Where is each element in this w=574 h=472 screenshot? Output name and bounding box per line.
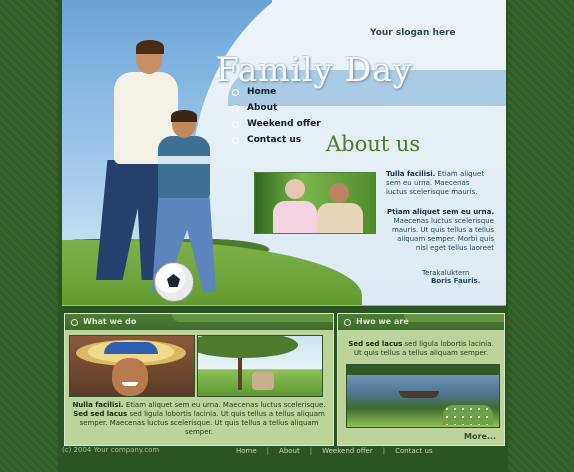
bullet-icon xyxy=(232,105,239,112)
bullet-icon xyxy=(232,137,239,144)
nav-item-contact[interactable] xyxy=(232,132,321,148)
hero-banner xyxy=(62,0,506,306)
footer-separator: | xyxy=(309,447,313,455)
text-bold: Sed sed lacus xyxy=(73,410,128,418)
tree-bench-image xyxy=(197,335,323,397)
elderly-couple-image xyxy=(254,172,376,234)
what-we-do-text xyxy=(71,401,327,437)
lake-boat-image xyxy=(346,364,500,428)
about-para1-bold: Tulla facilisi. xyxy=(386,170,436,178)
panel-title: What we do xyxy=(83,317,137,326)
bullet-icon xyxy=(71,319,78,326)
main-nav xyxy=(232,84,321,148)
nav-label: Home xyxy=(247,87,277,97)
nav-item-about[interactable] xyxy=(232,100,321,116)
about-paragraph-2 xyxy=(386,208,494,253)
bullet-icon xyxy=(232,121,239,128)
footer-link-weekend-offer[interactable]: Weekend offer xyxy=(322,447,373,455)
nav-label: Contact us xyxy=(247,135,302,145)
panel-header xyxy=(338,314,504,330)
footer-nav xyxy=(236,447,433,455)
nav-label: About xyxy=(247,103,278,113)
about-para2-text: Maecenas luctus scelerisque mauris. Ut quis tellus a tellus aliquam semper. Morbi quis nisl eget tellus laoreet xyxy=(391,217,494,252)
about-para2-bold: Ptiam aliquet sem eu urna. xyxy=(387,208,494,216)
how-we-are-panel xyxy=(337,313,505,446)
copyright: (c) 2004 Your company.com xyxy=(62,446,160,454)
footer-separator: | xyxy=(382,447,386,455)
footer-link-about[interactable]: About xyxy=(279,447,300,455)
signature-name: Boris Fauris. xyxy=(431,277,481,285)
bullet-icon xyxy=(232,89,239,96)
signature-role: Terakaluktern xyxy=(422,269,470,277)
text-bold: Nulla facilisi. xyxy=(72,401,124,409)
about-paragraph-1 xyxy=(386,170,492,197)
bullet-icon xyxy=(344,319,351,326)
footer xyxy=(62,446,506,466)
footer-link-home[interactable]: Home xyxy=(236,447,257,455)
woman-hat-image xyxy=(69,335,195,397)
text-body: sed ligula lobortis lacinia. Ut quis tellus a tellus aliquam semper. Maecenas luctus scelerisque. Ut quis tellus a tellus aliquam semper. xyxy=(79,410,325,436)
panel-title: Hwo we are xyxy=(356,317,409,326)
panel-header xyxy=(65,314,333,330)
left-pattern xyxy=(0,0,58,472)
what-we-do-panel xyxy=(64,313,334,446)
how-we-are-text xyxy=(344,340,498,358)
slogan: Your slogan here xyxy=(370,28,456,38)
text-bold: Sed sed lacus xyxy=(348,340,403,348)
soccer-ball-image xyxy=(154,262,194,302)
nav-item-weekend-offer[interactable] xyxy=(232,116,321,132)
text-body: sed ligula lobortis lacinia. Ut quis tellus a tellus aliquam semper. xyxy=(353,340,494,357)
footer-separator: | xyxy=(266,447,270,455)
footer-link-contact[interactable]: Contact us xyxy=(395,447,433,455)
site-logo[interactable]: Family Day xyxy=(216,50,413,89)
about-heading: About us xyxy=(326,132,421,156)
nav-item-home[interactable] xyxy=(232,84,321,100)
about-para1-text: Etiam aliquet sem eu urna. Maecenas luctus scelerisque mauris. xyxy=(386,170,485,196)
text-body: Etiam aliquet sem eu urna. Maecenas luctus scelerisque. xyxy=(123,401,326,409)
more-link[interactable]: More... xyxy=(464,432,496,441)
right-pattern xyxy=(508,0,574,472)
nav-label: Weekend offer xyxy=(247,119,321,129)
